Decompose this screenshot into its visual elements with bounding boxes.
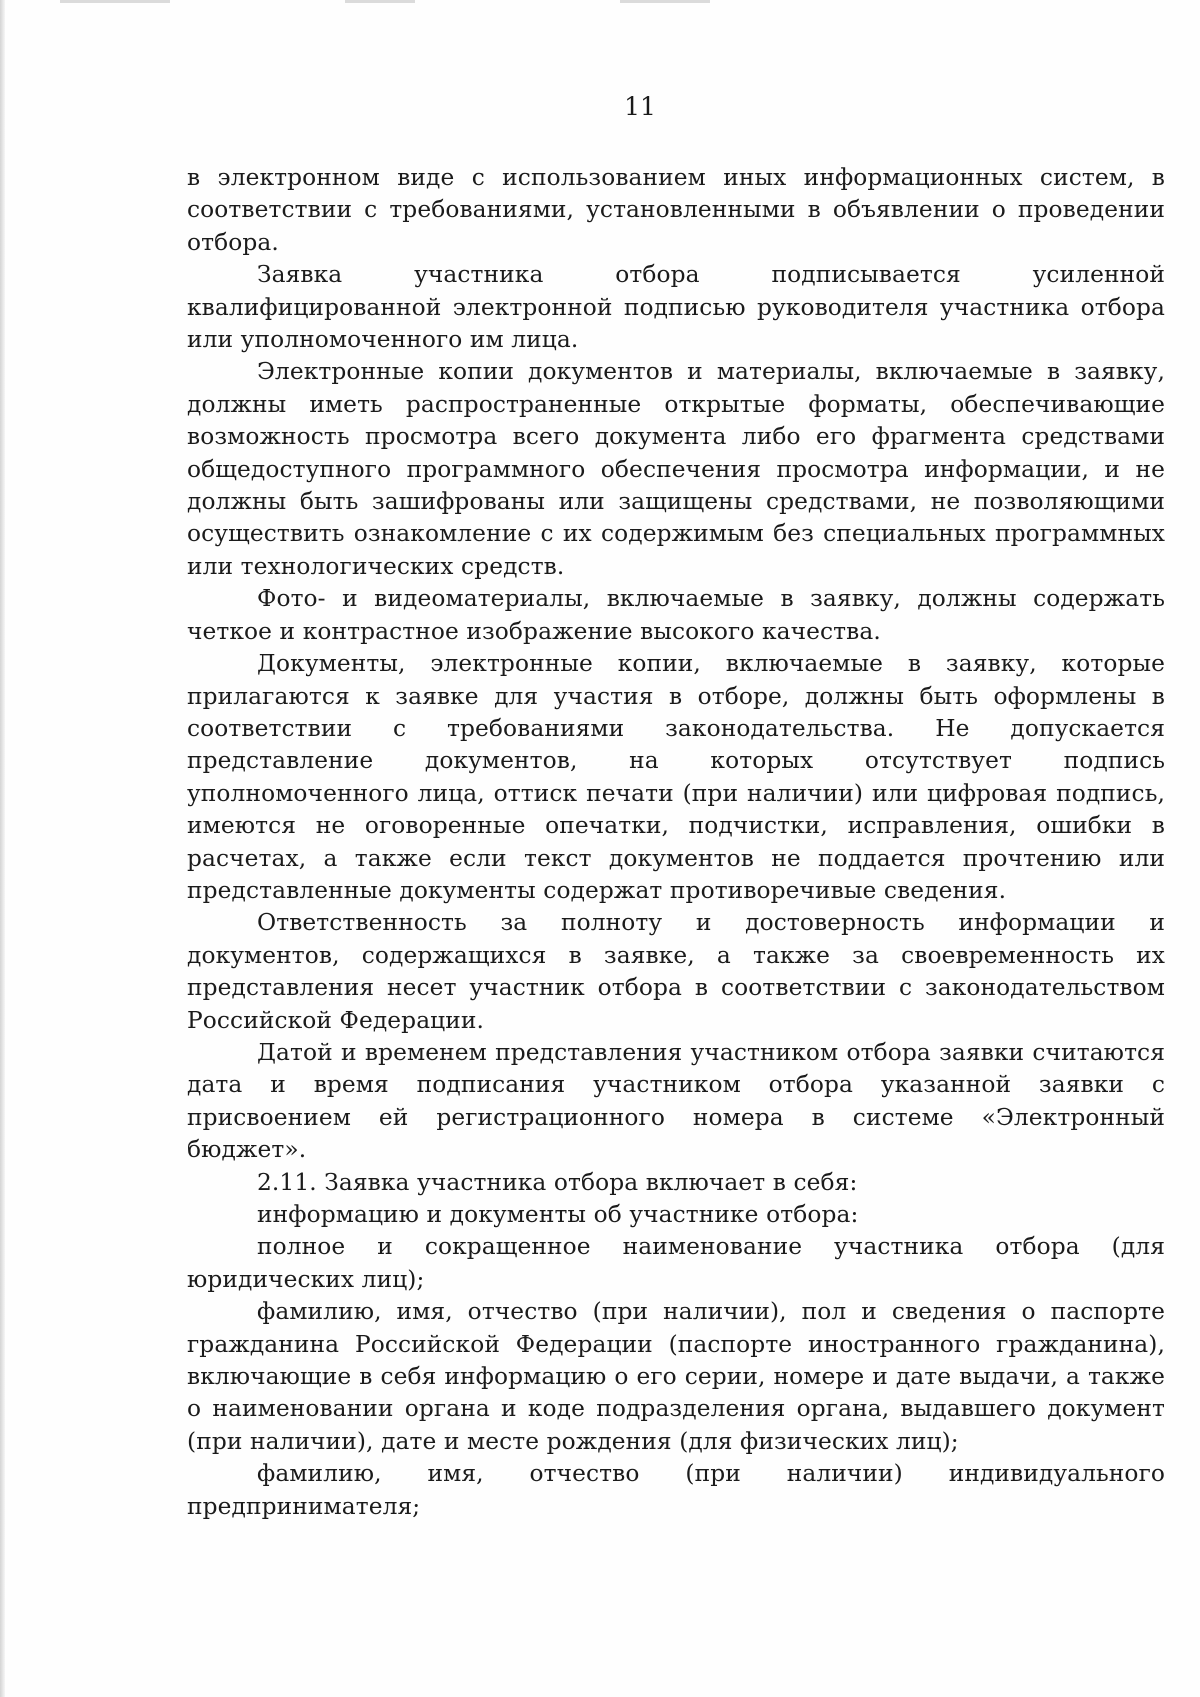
paragraph: в электронном виде с использованием иных информационных систем, в соответствии с требованиями, установленными в объявлении о проведении отбора. xyxy=(187,164,1165,256)
paragraph: Фото- и видеоматериалы, включаемые в заявку, должны содержать четкое и контрастное изображение высокого качества. xyxy=(187,585,1165,645)
paragraph: Ответственность за полноту и достоверность информации и документов, содержащихся в заявке, а также за своевременность их представления несет участник отбора в соответствии с законодательством Российской Федерации. xyxy=(187,909,1165,1034)
paragraph: Датой и временем представления участником отбора заявки считаются дата и время подписания участником отбора указанной заявки с присвоением ей регистрационного номера в системе «Электронный бюджет». xyxy=(187,1038,1165,1164)
paragraph: Документы, электронные копии, включаемые в заявку, которые прилагаются к заявке для участия в отборе, должны быть оформлены в соответствии с требованиями законодательства. Не допускается представление документов, на которых отсутствует подпись уполномоченного лица, оттиск печати (при наличии) или цифровая подпись, имеются не оговоренные опечатки, подчистки, исправления, ошибки в расчетах, а также если текст документов не поддается прочтению или представленные документы содержат противоречивые сведения. xyxy=(187,650,1165,904)
document-body xyxy=(187,162,1165,1523)
paragraph: Заявка участника отбора подписывается усиленной квалифицированной электронной подписью руководителя участника отбора или уполномоченного им лица. xyxy=(187,261,1165,354)
list-item: фамилию, имя, отчество (при наличии), пол и сведения о паспорте гражданина Российской Федерации (паспорте иностранного гражданина), включающие в себя информацию о его серии, номере и дате выдачи, а также о наименовании органа и коде подразделения органа, выдавшего документ (при наличии), дате и месте рождения (для физических лиц); xyxy=(187,1298,1165,1455)
scan-edge xyxy=(0,0,5,1697)
scan-mark xyxy=(620,0,710,3)
scan-mark xyxy=(60,0,170,3)
list-item: фамилию, имя, отчество (при наличии) индивидуального предпринимателя; xyxy=(187,1460,1165,1520)
list-item: полное и сокращенное наименование участника отбора (для юридических лиц); xyxy=(187,1233,1165,1293)
section-heading: 2.11. Заявка участника отбора включает в себя: xyxy=(257,1168,858,1196)
list-intro: информацию и документы об участнике отбора: xyxy=(257,1201,859,1228)
page-number: 11 xyxy=(624,92,656,121)
paragraph: Электронные копии документов и материалы, включаемые в заявку, должны иметь распространенные открытые форматы, обеспечивающие возможность просмотра всего документа либо его фрагмента средствами общедоступного программного обеспечения просмотра информации, и не должны быть зашифрованы или защищены средствами, не позволяющими осуществить ознакомление с их содержимым без специальных программных или технологических средств. xyxy=(187,358,1165,580)
scan-mark xyxy=(345,0,415,3)
